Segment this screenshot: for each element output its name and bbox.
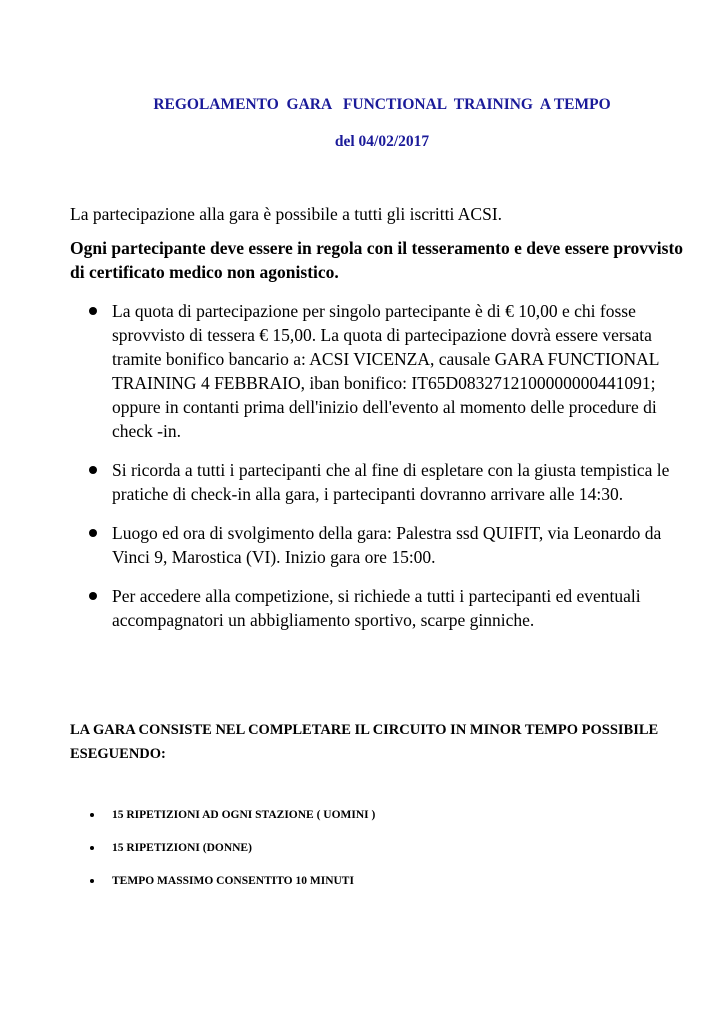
- circuit-item-text: 15 RIPETIZIONI (DONNE): [112, 842, 252, 854]
- section-heading: LA GARA CONSISTE NEL COMPLETARE IL CIRCUITO IN MINOR TEMPO POSSIBILE ESEGUENDO:: [70, 722, 659, 762]
- bullet-icon: [89, 529, 97, 537]
- list-item: [90, 806, 375, 839]
- list-item: [70, 521, 700, 569]
- list-item: [90, 872, 375, 905]
- document-date: del 04/02/2017: [334, 133, 430, 150]
- list-item: [70, 584, 700, 632]
- intro-paragraph: La partecipazione alla gara è possibile a tutti gli iscritti ACSI.: [70, 204, 503, 224]
- bullet-icon: [90, 846, 94, 850]
- bullet-icon: [89, 307, 97, 315]
- requirement-paragraph: Ogni partecipante deve essere in regola con il tesseramento e deve essere provvisto di certificato medico non agonistico.: [70, 238, 684, 282]
- circuit-item-text: TEMPO MASSIMO CONSENTITO 10 MINUTI: [112, 875, 354, 887]
- list-item: [70, 458, 700, 506]
- rules-list: [70, 299, 700, 647]
- bullet-icon: [89, 592, 97, 600]
- bullet-icon: [90, 879, 94, 883]
- list-item: [90, 839, 375, 872]
- circuit-item-text: 15 RIPETIZIONI AD OGNI STAZIONE ( UOMINI ): [112, 809, 376, 821]
- bullet-icon: [90, 813, 94, 817]
- bullet-icon: [89, 466, 97, 474]
- list-item: [70, 299, 700, 443]
- circuit-list: [90, 806, 375, 905]
- rule-text: Per accedere alla competizione, si richiede a tutti i partecipanti ed eventuali accompagnatori un abbigliamento sportivo, scarpe ginniche.: [112, 586, 641, 630]
- rule-text: Si ricorda a tutti i partecipanti che al fine di espletare con la giusta tempistica le pratiche di check-in alla gara, i partecipanti dovranno arrivare alle 14:30.: [112, 460, 670, 504]
- rule-text: La quota di partecipazione per singolo partecipante è di € 10,00 e chi fosse sprovvisto di tessera € 15,00. La quota di partecipazione dovrà essere versata tramite bonifico bancario a: ACSI VICENZA, causale GARA FUNCTIONAL TRAINING 4 FEBBRAIO, iban bonifico: IT65D0832712100000000441091; oppure in contanti prima dell'inizio dell'evento al momento delle procedure di check -in.: [112, 301, 660, 441]
- document-title: REGOLAMENTO GARA FUNCTIONAL TRAINING A TEMPO: [153, 96, 611, 113]
- rule-text: Luogo ed ora di svolgimento della gara: Palestra ssd QUIFIT, via Leonardo da Vinci 9, Marostica (VI). Inizio gara ore 15:00.: [112, 523, 662, 567]
